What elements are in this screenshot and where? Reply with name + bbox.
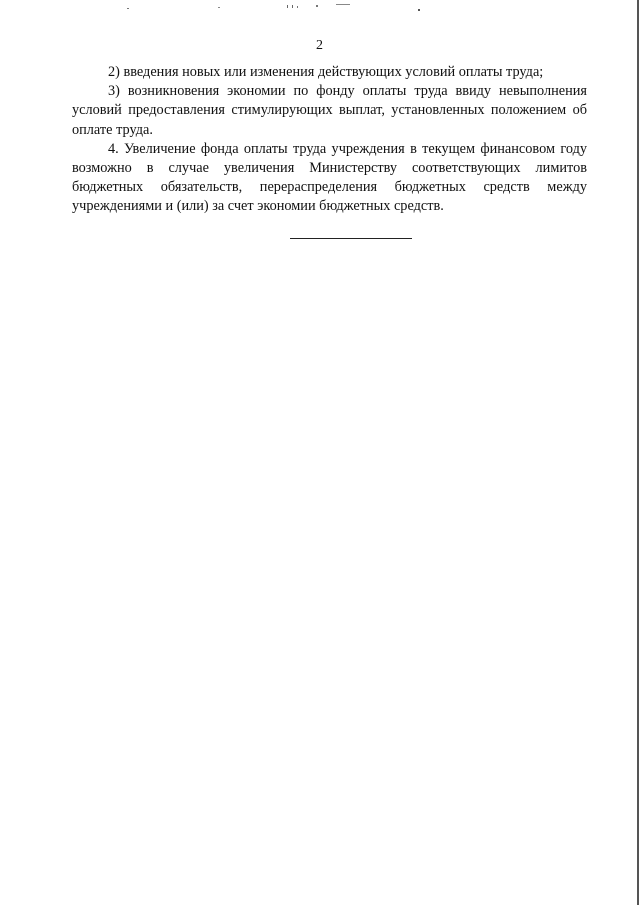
paragraph-item-3: 3) возникновения экономии по фонду оплаты труда ввиду невыполнения условий предоставления стимулирующих выплат, установленных положением об оплате труда.: [72, 83, 587, 138]
paragraph-clause-4: 4. Увеличение фонда оплаты труда учреждения в текущем финансовом году возможно в случае увеличения Министерству соответствующих лимитов бюджетных обязательств, перераспределения бюджетных средств между учреждениями и (или) за счет экономии бюджетных средств.: [72, 140, 587, 215]
page-number: 2: [316, 38, 323, 53]
scan-noise-marks: [0, 0, 639, 14]
paragraph-item-2: 2) введения новых или изменения действующих условий оплаты труда;: [108, 64, 544, 80]
document-body: [72, 63, 587, 217]
end-of-text-rule: [290, 238, 412, 239]
